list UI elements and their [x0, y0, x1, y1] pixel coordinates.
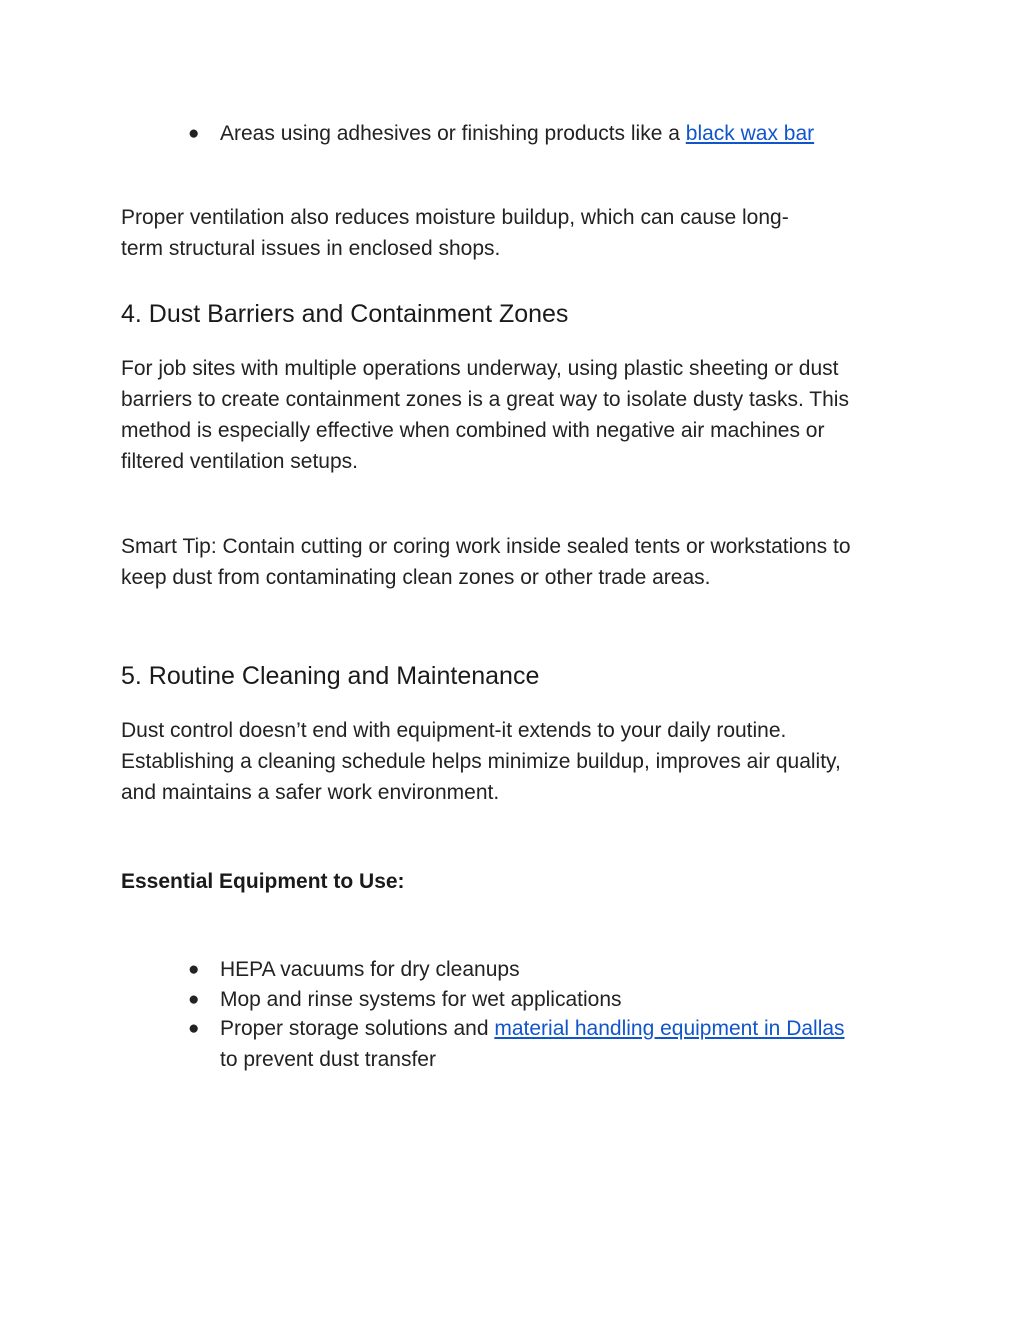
list-item [186, 118, 886, 149]
section-5-paragraph: Dust control doesn’t end with equipment-it extends to your daily routine. Establishing a cleaning schedule helps minimize buildup, improves air quality, and maintains a safer work environment. [121, 719, 841, 804]
section-4-paragraph: For job sites with multiple operations underway, using plastic sheeting or dust barriers to create containment zones is a great way to isolate dusty tasks. This method is especially effective when combined with negative air machines or filtered ventilation setups. [121, 357, 849, 473]
list-item [186, 984, 846, 1015]
list-item [186, 954, 846, 985]
list-item-text: Proper storage solutions and [220, 1017, 495, 1040]
section-5-heading: 5. Routine Cleaning and Maintenance [121, 662, 540, 690]
list-item-text: HEPA vacuums for dry cleanups [220, 958, 520, 981]
list-item-text: Mop and rinse systems for wet applications [220, 988, 622, 1011]
essential-equipment-heading: Essential Equipment to Use: [121, 870, 405, 893]
material-handling-link[interactable]: material handling equipment in Dallas [494, 1017, 845, 1040]
bullet-icon: ● [188, 989, 200, 1010]
section-4-heading: 4. Dust Barriers and Containment Zones [121, 300, 569, 328]
list-item-text: Areas using adhesives or finishing products like a [220, 122, 686, 145]
top-bullet-list [186, 118, 886, 149]
bullet-icon: ● [188, 1018, 200, 1039]
smart-tip-paragraph: Smart Tip: Contain cutting or coring work inside sealed tents or workstations to keep dust from contaminating clean zones or other trade areas. [121, 535, 851, 589]
black-wax-bar-link[interactable]: black wax bar [685, 122, 815, 145]
bullet-icon: ● [188, 959, 200, 980]
list-item [186, 1013, 846, 1075]
ventilation-paragraph: Proper ventilation also reduces moisture buildup, which can cause long-term structural issues in enclosed shops. [121, 206, 789, 260]
bullet-icon: ● [188, 123, 200, 144]
list-item-text-after: to prevent dust transfer [220, 1048, 436, 1071]
equipment-bullet-list [186, 954, 846, 1075]
